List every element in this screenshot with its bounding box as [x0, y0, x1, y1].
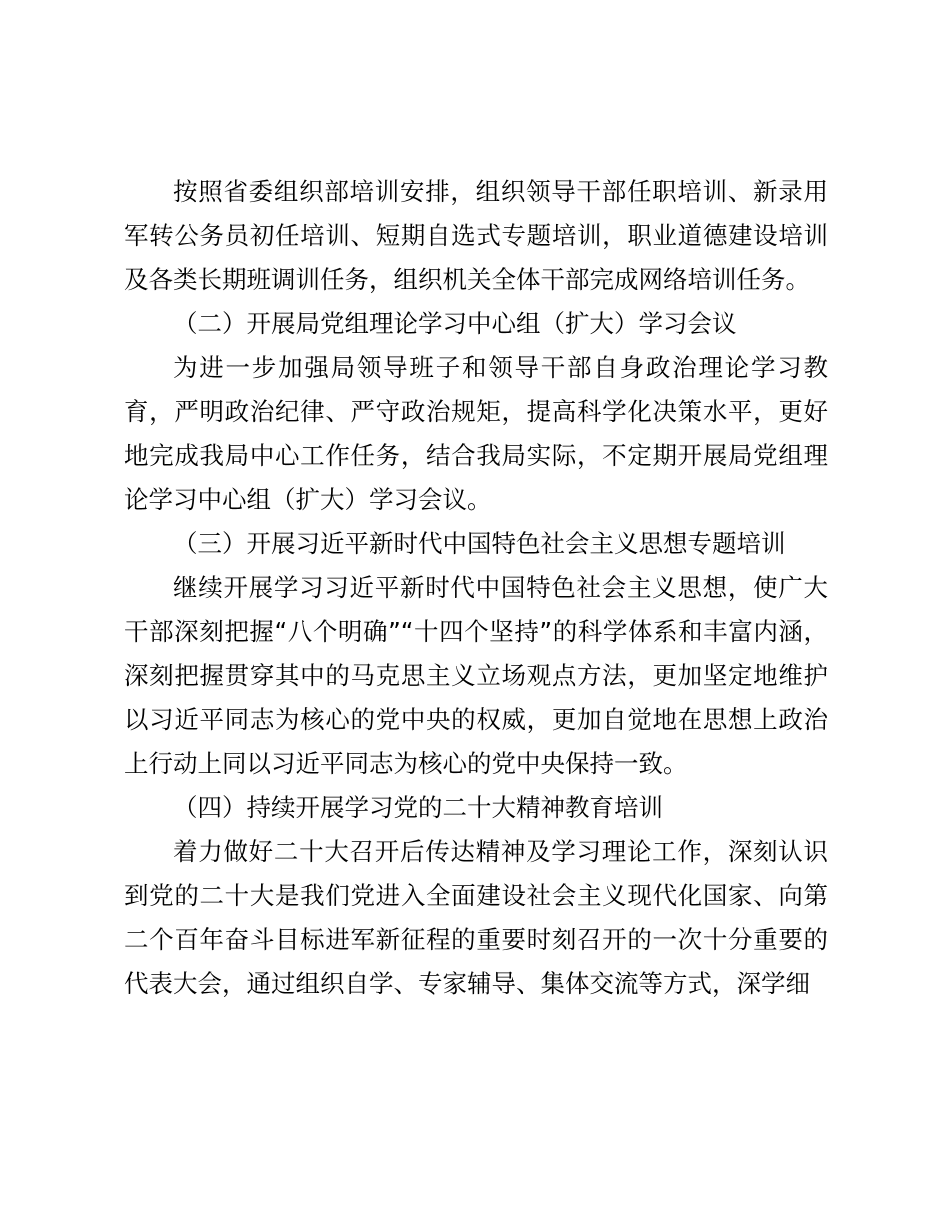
paragraph-congress-spirit: 着力做好二十大召开后传达精神及学习理论工作，深刻认识到党的二十大是我们党进入全面建设社会主义现代化国家、向第二个百年奋斗目标进军新征程的重要时刻召开的一次十分重要的代表大会，通过组织自学、专家辅导、集体交流等方式，深学细: [124, 837, 828, 998]
section-heading-3: （三）开展习近平新时代中国特色社会主义思想专题培训: [173, 529, 786, 558]
paragraph-training-arrangement: 按照省委组织部培训安排，组织领导干部任职培训、新录用军转公务员初任培训、短期自选式专题培训，职业道德建设培训及各类长期班调训任务，组织机关全体干部完成网络培训任务。: [124, 177, 828, 294]
paragraph-study-meeting: 为进一步加强局领导班子和领导干部自身政治理论学习教育，严明政治纪律、严守政治规矩，提高科学化决策水平，更好地完成我局中心工作任务，结合我局实际，不定期开展局党组理论学习中心组（扩大）学习会议。: [124, 353, 828, 514]
section-heading-2: （二）开展局党组理论学习中心组（扩大）学习会议: [173, 309, 737, 338]
paragraph-thought-training: 继续开展学习习近平新时代中国特色社会主义思想，使广大干部深刻把握“八个明确”“十四个坚持”的科学体系和丰富内涵，深刻把握贯穿其中的马克思主义立场观点方法，更加坚定地维护以习近平同志为核心的党中央的权威，更加自觉地在思想上政治上行动上同以习近平同志为核心的党中央保持一致。: [124, 573, 828, 778]
document-body: [124, 170, 828, 1006]
section-heading-4: （四）持续开展学习党的二十大精神教育培训: [173, 793, 663, 822]
